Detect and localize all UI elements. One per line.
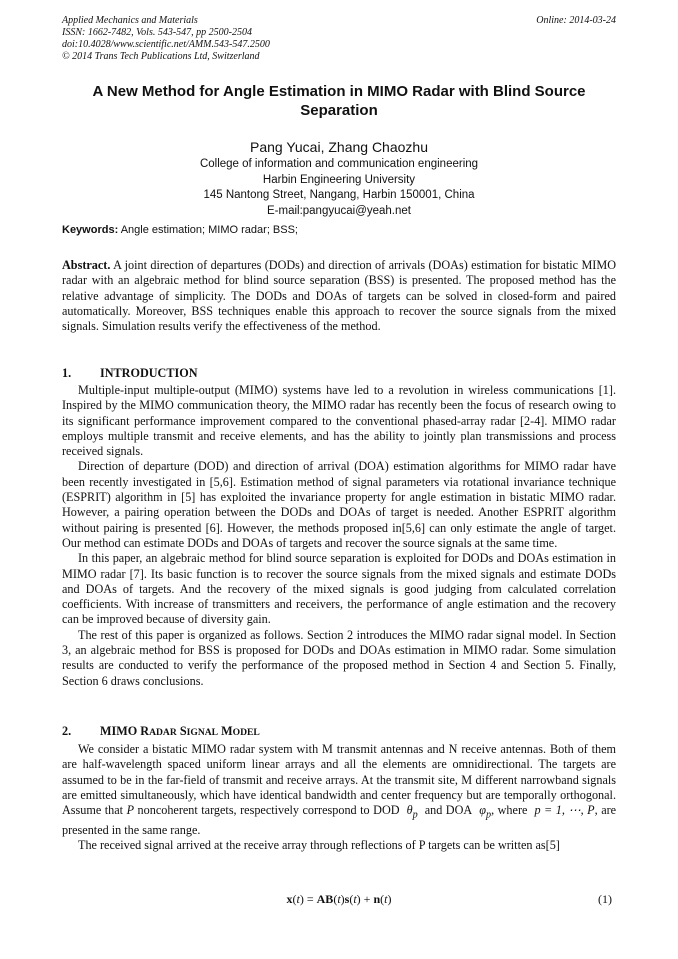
section-1-body bbox=[62, 383, 616, 689]
intro-paragraph-2: Direction of departure (DOD) and direction of arrival (DOA) estimation algorithms for MIMO radar have been recently investigated in [5,6]. Estimation method of signal parameters via rotational invariance technique (ESPRIT) algorithm in [5] has exploited the invariance property for angle estimation in bistatic MIMO radar. However, a pairing operation between the DODs and DOAs of target is needed. Another ESPRIT algorithm without pairing is presented [6]. However, the methods proposed in[5,6] can only estimate the angle of target. Our method can estimate DODs and DOAs of targets and recover the source signals at the same time. bbox=[62, 459, 616, 550]
journal-name: Applied Mechanics and Materials bbox=[62, 15, 198, 26]
intro-paragraph-4: The rest of this paper is organized as follows. Section 2 introduces the MIMO radar signal model. In Section 3, an algebraic method for BSS is proposed for DODs and DOAs estimation in MIMO radar. Some simulation results are conducted to verify the performance of the proposed method in Section 4 and Section 5. Finally, Section 6 draws conclusions. bbox=[62, 627, 616, 688]
keywords-label: Keywords: bbox=[62, 224, 119, 236]
section-2-body bbox=[62, 742, 616, 854]
keywords bbox=[62, 223, 616, 237]
abstract-text: A joint direction of departures (DODs) and direction of arrivals (DOAs) estimation for bistatic MIMO radar with an algebraic method for blind source separation (BSS) is presented. The proposed method has the relative advantage of simplicity. The DODs and DOAs of targets can be solved in closed-form and paired automatically. Moreover, BSS techniques enable this approach to recover the source signals from the mixed signals. Simulation results verify the effectiveness of the method. bbox=[62, 258, 617, 334]
abstract bbox=[62, 258, 616, 334]
abstract-label: Abstract. bbox=[62, 258, 111, 272]
author-names: Pang Yucai, Zhang Chaozhu bbox=[250, 139, 428, 155]
online-date: Online: 2014-03-24 bbox=[536, 15, 616, 26]
author-block bbox=[62, 138, 616, 219]
keywords-text: Angle estimation; MIMO radar; BSS; bbox=[120, 224, 298, 236]
affiliation-line-1: College of information and communication engineering bbox=[199, 158, 479, 170]
section-2-number: 2. bbox=[62, 724, 72, 738]
section-2-title: MIMO RADAR SIGNAL MODEL bbox=[100, 724, 260, 738]
section-1-heading bbox=[62, 366, 616, 381]
equation-1-number: (1) bbox=[598, 892, 612, 906]
intro-paragraph-3: In this paper, an algebraic method for blind source separation is exploited for DODs and DOAs estimation in MIMO radar [7]. Its basic function is to recover the source signals from the mixed signals and estimate DODs and DOAs of targets. And the recovery of the mixed signals is good judging from calculated correlation coefficients. With increase of transmitters and receivers, the performance of angle estimation and the recovery can be improved because of diversity gain. bbox=[62, 551, 616, 627]
doi-line[interactable]: doi:10.4028/www.scientific.net/AMM.543-547.2500 bbox=[62, 39, 270, 50]
intro-paragraph-1: Multiple-input multiple-output (MIMO) systems have led to a revolution in wireless communications [1]. Inspired by the MIMO communication theory, the MIMO radar has recently been the focus of research owing to its significant performance improvement compared to the conventional phased-array radar [2-4]. MIMO radar employs multiple transmit and receive elements, and has the ability to jointly plan transmissions and process received signals. bbox=[62, 383, 616, 459]
section-2-heading bbox=[62, 724, 616, 740]
model-paragraph-2: The received signal arrived at the receive array through reflections of P targets can be written as[5] bbox=[78, 838, 560, 853]
equation-1 bbox=[62, 892, 616, 908]
journal-header bbox=[62, 15, 616, 63]
issn-line: ISSN: 1662-7482, Vols. 543-547, pp 2500-2504 bbox=[62, 27, 252, 38]
author-email[interactable]: E-mail:pangyucai@yeah.net bbox=[266, 204, 411, 217]
copyright-line: © 2014 Trans Tech Publications Ltd, Switzerland bbox=[62, 51, 260, 62]
affiliation-line-2: Harbin Engineering University bbox=[262, 173, 416, 186]
model-paragraph-1: We consider a bistatic MIMO radar system with M transmit antennas and N receive antennas. Both of them are half-wavelength spaced uniform linear arrays and all the elements are omnidirectional. The targets are assumed to be in the far-field of transmit and receive arrays. At the transmit site, M different narrowband signals are emitted simultaneously, which have identical bandwidth and center frequency but are temporally orthogonal. Assume that P noncoherent targets, respectively correspond to DOD $\theta_p$ and DOA $\varphi_p$, where p = 1, ⋯, P, are presented in the same range. bbox=[62, 742, 617, 837]
section-1-number: 1. bbox=[62, 366, 72, 380]
affiliation-line-3: 145 Nantong Street, Nangang, Harbin 150001, China bbox=[203, 189, 475, 201]
equation-1-expression: x(t) = AB(t)s(t) + n(t) bbox=[286, 892, 392, 906]
section-1-title: INTRODUCTION bbox=[100, 366, 198, 380]
paper-title: A New Method for Angle Estimation in MIMO Radar with Blind Source Separation bbox=[92, 83, 586, 119]
